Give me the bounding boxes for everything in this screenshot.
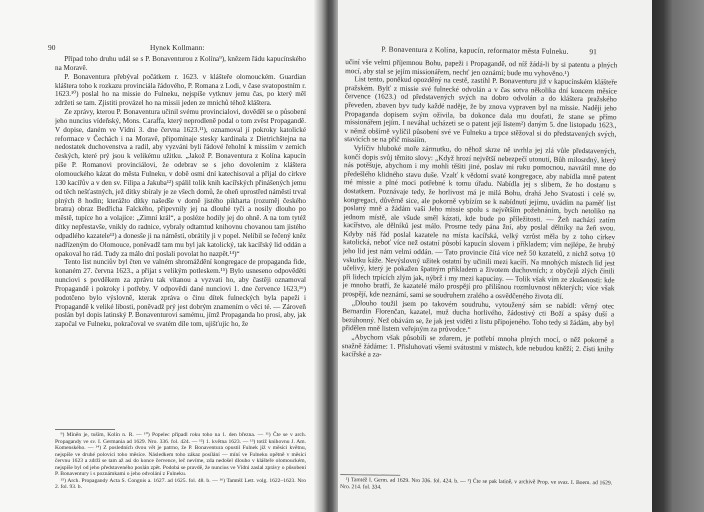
- body-text: [55, 55, 306, 425]
- footnote: ⁹) Míněn je, tuším, Kolín n. R. — ¹⁰) Popelec připadl roku toho na 1. den března. — ¹¹) Čte se v arch. Propagandy ve sv. I. Germania ad 1629. Nro. 336. fol. 424. — ¹²) 1. května 1623. — ¹³) totiž knihovnu J. Am. Komenského. — ¹⁴) Z posledních dvou vět je patrno, že P. Bonaventura opustil Fulnek již v měsíci květnu, nejspíše ve druhé polovici toho měsíce. Následkem toho zákaz posílání — míní ve Fulneku opětně v měsíci červnu 1623 a zdrží se tam až asi do konce července, leč nevíme, zda nedošel dlouho v klášteře olomouckém, nejspíše byl od jeho představeného poslán zpět. Podobá se pravdě, že nuncius ve Vídni zaslal zprávy o působení P. Bonaventury i s poznámkami o jeho odvolání z Fulneku.: [55, 432, 306, 478]
- body-paragraph: „Abychom však působili se zdarem, je potřebí mnoha plných mocí, o něž pokorně a snažně žádáme: 1. Přisluhovati všemi svátostmi v místech, kde nebudou kněží; 2. čísti knihy kacířské a za-: [341, 333, 614, 359]
- body-paragraph: Případ toho druhu udál se s P. Bonaventurou z Kolína⁹), knězem řádu kapucínského na Moravě.: [55, 55, 306, 72]
- body-paragraph: Ze zprávy, kterou P. Bonaventura učinil svému provincialovi, dověděl se o působení jeho nuncius vídeňský, Mons. Caraffa, který neprodleně podal o tom zvěst Propagandě. V dopise, daném ve Vídni 3. dne června 1623.¹¹), oznamoval jí pokroky katolické reformace v Čechách i na Moravě, připomínaje stesky kardinala z Dietrichštejna na nedostatek duchovenstva a radil, aby vyzváni byli řádové řeholní k missiím v zemích českých, které prý jsou k velikému užitku. „Jakož P. Bonaventura z Kolína kapucín píše P. Romanovi provinciálovi, že odebrav se s jeho dovolením z kláštera olomouckého kázat do města Fulneku, v době osmi dní katechisoval a přijal do církve 130 kacířův a v den sv. Filipa a Jakuba¹²) spálil tolik knih kacířských přinášených jemu od těch nešťastných, jež dítky sbíraly je ze všech domů, že oheň uprostřed náměstí trval plných 8 hodin; kterážto dítky našedše v domě jistého pikharta (rozuměj českého bratra) obraz Bedřicha Falckého, připevnily jej na dlouhé tyči a nosily dlouho po městě, tupíce ho a volajíce: „Zimní král“, a posléze hodily jej do ohně. A na tom tytéž dítky nepřestavše, vnikly do radnice, vybraly odtamtud knihovnu chovanou tam jistého odpadlého kazatele¹³) a donesše ji na náměstí, obrátily ji v popel. Nelíbil se řečený kněz nadřízeným do Olomouce, poněvadž tam mu byl jak katolický, tak kacířský lid oddán a opakoval ho rád. Tudy za málo dní poslali povolat ho nazpět.¹⁴)“: [55, 108, 306, 258]
- running-head: P. Bonaventura z Kolína, kapucín, reformator města Fulneku.: [381, 44, 569, 56]
- body-text: [340, 58, 617, 473]
- footnote-rule: [55, 429, 115, 430]
- body-paragraph: učiní vše velmi příjemnou Bohu, papeži i Propagandě, od níž žádá-li by si patentu a plných mocí, aby stal se jejím missionářem, nechť jen oznámí; bude mu vyhověno.¹): [345, 58, 618, 78]
- footnotes: [55, 429, 306, 509]
- right-page: [338, 0, 654, 512]
- body-paragraph: Vylíčiv hluboké moře zármutku, do něhož skrze ně uvrhla jej zlá vůle představených, končí dopis svůj těmito slovy: „Když hrozí největší nebezpečí utonutí, Bůh milosrdný, který nás potěšuje, abychom i my mohli těšiti jiné, poslav mi ruku pomocnou, navrátil mne do předešlého klidného stavu duše. Vzalť k vědomí svaté kongregace, aby nabídla mně patent mé missie a plné moci potřebné k tomu úřadu. Nabídla jej s slibem, že ho dostanu s dostatkem. Poznávaje tedy, že horlivost má je milá Bohu, drahá Jeho Svatosti i celé sv. kongregaci, důvěrně sice, ale pokorně vybízím se k nabídnutí jejímu, uvádím na paměť list poslaný mně a žádám vaši Jeho missie spolu s největším požehnáním, bych netoliko na jednom místě, ale všude směl kázati, kde bude po příležitosti. — Žeň nachází zatím kacířstvo, ale dělníků jest málo. Prosme tedy pána žní, aby poslal dělníky na žeň svou. Kdyby náš řád poslal kazatele na místa kacířská, velký vzrůst měla by z toho církev katolická, neboť více než ostatní působí kapucín slovem i příkladem; vím nejlépe, že hrubý jeho lid jest nám velmi oddán. — Tato provincie čítá více než 50 kazatelů, z nichž sotva 10 vskutku káže. Nevýslovný užitek ostatní by učinili mezi kacíři. Na mnohých místech lid jest učelivý, který je pokažen špatným příkladem a životem duchovních; z obyčejů zlých činili při lidech trpících zlým jak, nýbrž i my mezi kapucíny. — Tolik však vím ze zkušenosti: kde je mnoho bratří, že kazatelé málo prospějí pro přílišnou rozmluvnost některých; více však prospějí, kde neznámí, sami se soudruhem zralého a osvědčeného života dlí.: [342, 144, 617, 301]
- footnote: ¹) Tamtéž I. Germ. ad 1629. Nro 336. fol. 424. b. — ²) Čte se pak latině, v archivě Prop. ve svaz. I. Boem. ad 1629. Nro. 214. fol. 334.: [340, 477, 613, 491]
- right-page-content: [338, 0, 654, 512]
- footnotes: [340, 474, 612, 503]
- body-paragraph: Tento list nunciův byl čten ve valném shromáždění kongregace de propaganda fide, konaném 27. června 1623., a přijat s velikým potleskem.¹⁵) Bylo usneseno odpověděti nunciovi s povděkem za zprávu tak vítanou a vyzvati ho, aby častěji oznamoval Propagandě i pokroky i potřeby. V odpovědi dané nunciovi 1. dne července 1623,¹⁶) podotčeno bylo výslovně, kterak zpráva o činu dítek fulneckých byla papeži i Propagandě k veliké libosti, poněvadž prý jest dobrým znamením o věci té. — Zároveň poslán byl dopis latinský P. Bonaventurovi samému, jímž Propaganda ho prosí, aby, jak započal ve Fulneku, pokračoval ve svatém díle tom, ujišťujíc ho, že: [55, 258, 306, 329]
- page-number: 91: [589, 47, 598, 57]
- footnote: ¹⁵) Arch. Propagandy Acta S. Congnis a. 1627. ad 1625. fol. 48. b. — ¹⁶) Tamtéž Lett. volg. 1622–1623. Nro 2. fol. 93. b.: [55, 477, 306, 491]
- running-head: Hynek Kollmann:: [150, 43, 205, 52]
- body-paragraph: „Dlouho toužil jsem po takovém soudruhu, vytoužený sám se nabídl: věrný otec Bernardin Florenčan, kazatel, muž ducha horlivého, žádostivý cti Boží a spásy duší a bezúhonný. Než obávám se, že jak jest viděti z listu připojeného. Toho tedy si žádám, aby byl přidělen mně listem veřejným za průvodce.“: [341, 298, 615, 335]
- body-paragraph: P. Bonaventura přebýval počátkem r. 1623. v klášteře olomouckém. Guardian kláštera toho k rozkazu provinciála řádového, P. Romana z Lodi, v čase svatopostním r. 1623.¹⁰) poslal ho na missie do Fulneku, nejspíše vytknuv jemu čas, po který měl zdržeti se tam. Zjistiti provázel ho na missii jeden ze mnichů téhož kláštera.: [55, 72, 306, 108]
- left-page: [0, 0, 320, 512]
- scanner-edge-shadow: [652, 0, 704, 512]
- footnote-rule: [340, 474, 400, 476]
- book-gutter-shadow: [314, 0, 340, 512]
- page-number: 90: [48, 43, 56, 52]
- body-paragraph: List tento, poněkud opozděný na cestě, zastihl P. Bonaventuru již v kapucínském klášteře pražském. Bylť z missie své fulnecké odvolán a v čas sotva několika dní koncem měsíce července (1623.) od představených svých na dobro odvolán a do kláštera pražského převeden, zbaven byv tudy každé naděje, že by znova vypraven byl na missie. Naději jeho Propaganda dopisem svým oživila, ba dokonce dala mu doufati, že stane se přímo missionářem jejím. I neváhal ucházeti se o patent její listem²) daným 5. dne listopadu 1623., v němž obšírně vylíčil působení své ve Fulneku a trpce stěžoval si do představených svých, stavících se na příč missiím.: [344, 75, 618, 145]
